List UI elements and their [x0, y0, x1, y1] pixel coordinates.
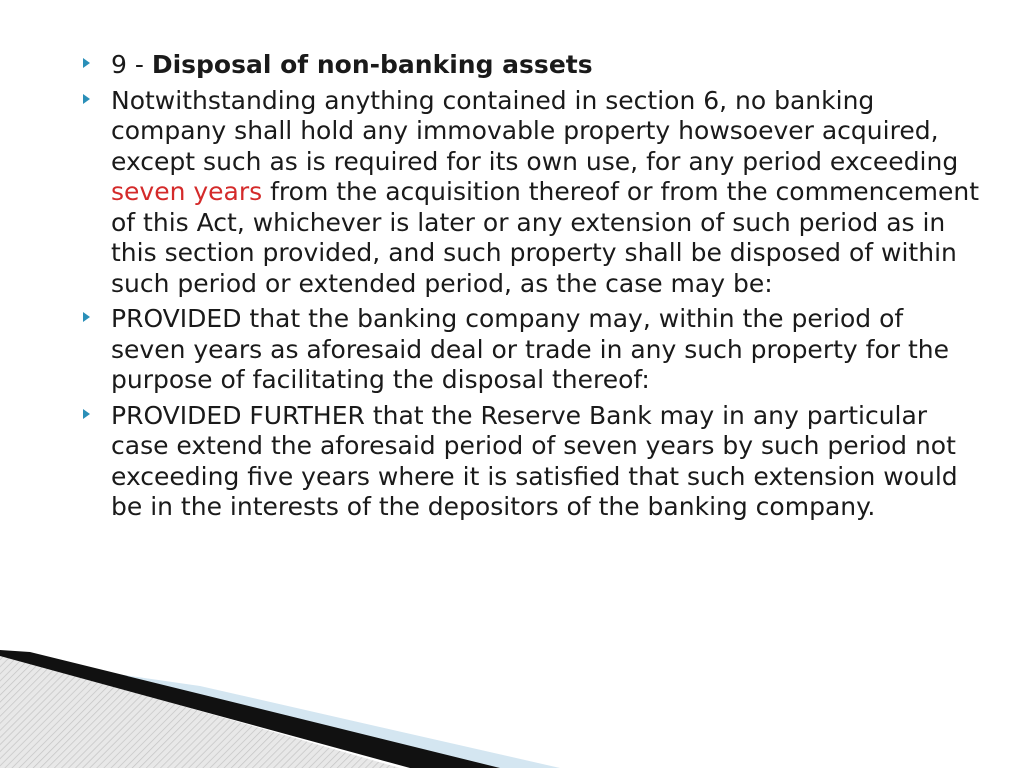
triangle-bullet-icon — [83, 312, 90, 322]
slide-content — [80, 50, 980, 528]
bullet-proviso-first — [80, 304, 980, 396]
proviso-further-text: PROVIDED FURTHER that the Reserve Bank may in any particular case extend the aforesaid period of seven years by such period not exceeding five years where it is satisfied that such extension would be in the interests of the depositors of the banking company. — [111, 400, 958, 521]
section-number: 9 - — [111, 50, 152, 79]
bullet-main-provision — [80, 86, 980, 300]
decorative-corner-swoosh — [0, 638, 1024, 768]
section-title: Disposal of non-banking assets — [151, 50, 593, 79]
bullet-section-heading — [80, 50, 980, 81]
provision-text-before: Notwithstanding anything contained in section 6, no banking company shall hold any immovable property howsoever acquired, except such as is required for its own use, for any period exceeding — [111, 85, 959, 176]
highlight-seven-years: seven years — [111, 177, 263, 206]
proviso-first-text: PROVIDED that the banking company may, within the period of seven years as aforesaid deal or trade in any such property for the purpose of facilitating the disposal thereof: — [111, 304, 949, 394]
provision-text-after: from the acquisition thereof or from the commencement of this Act, whichever is later or any extension of such period as in this section provided, and such property shall be disposed of within such period or extended period, as the case may be: — [111, 177, 980, 298]
triangle-bullet-icon — [83, 94, 90, 104]
bullet-proviso-further — [80, 401, 980, 523]
triangle-bullet-icon — [83, 58, 90, 68]
triangle-bullet-icon — [83, 409, 90, 419]
